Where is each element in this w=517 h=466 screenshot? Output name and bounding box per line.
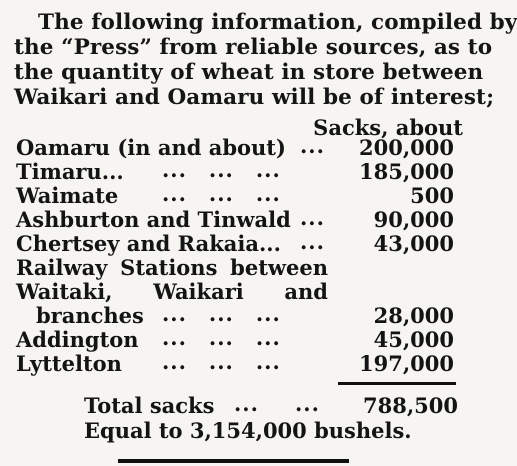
- row-name: Lyttelton: [16, 351, 122, 376]
- table-row: [16, 349, 458, 376]
- row-dots: ...: [300, 229, 325, 254]
- total-dots: ...: [234, 391, 259, 416]
- intro-line-3: the quantity of wheat in store between: [14, 60, 484, 85]
- total-label: Total sacks: [84, 393, 215, 418]
- railway-line-2: Waitaki, Waikari and: [16, 279, 328, 304]
- total-value: 788,500: [363, 393, 458, 418]
- total-dots: ...: [295, 391, 320, 416]
- row-name: branches: [36, 303, 144, 328]
- total-divider: [338, 382, 456, 385]
- row-name: Waimate: [16, 183, 119, 208]
- total-row: [84, 393, 458, 418]
- row-dots: ... ... ...: [162, 157, 281, 182]
- row-value: 43,000: [373, 231, 454, 256]
- row-dots: ...: [300, 133, 325, 158]
- row-value: 200,000: [359, 135, 454, 160]
- row-dots: ... ... ...: [162, 301, 281, 326]
- intro-line-2: the “Press” from reliable sources, as to: [14, 35, 493, 60]
- table-row: [16, 205, 458, 232]
- row-value: 185,000: [359, 159, 454, 184]
- row-dots: ... ... ...: [162, 349, 281, 374]
- intro-line-4: Waikari and Oamaru will be of interest;: [14, 85, 495, 110]
- sacks-header: Sacks, about: [313, 115, 463, 140]
- row-dots: ... ... ...: [162, 325, 281, 350]
- row-value: 45,000: [373, 327, 454, 352]
- intro-line-1: The following information, compiled by: [38, 10, 517, 35]
- row-value: 28,000: [373, 303, 454, 328]
- row-value: 500: [410, 183, 454, 208]
- row-dots: ...: [300, 205, 325, 230]
- row-name: Addington: [16, 327, 139, 352]
- table-row: [16, 229, 458, 256]
- row-value: 197,000: [359, 351, 454, 376]
- table-row: [16, 181, 458, 208]
- equal-line: Equal to 3,154,000 bushels.: [84, 418, 412, 443]
- row-dots: ... ... ...: [162, 181, 281, 206]
- row-name: Chertsey and Rakaia...: [16, 231, 281, 256]
- row-name: Oamaru (in and about): [16, 135, 286, 160]
- row-value: 90,000: [373, 207, 454, 232]
- railway-line-1: Railway Stations between: [16, 255, 328, 280]
- row-name: Timaru...: [16, 159, 124, 184]
- section-divider: [118, 459, 349, 463]
- row-name: Ashburton and Tinwald: [16, 207, 291, 232]
